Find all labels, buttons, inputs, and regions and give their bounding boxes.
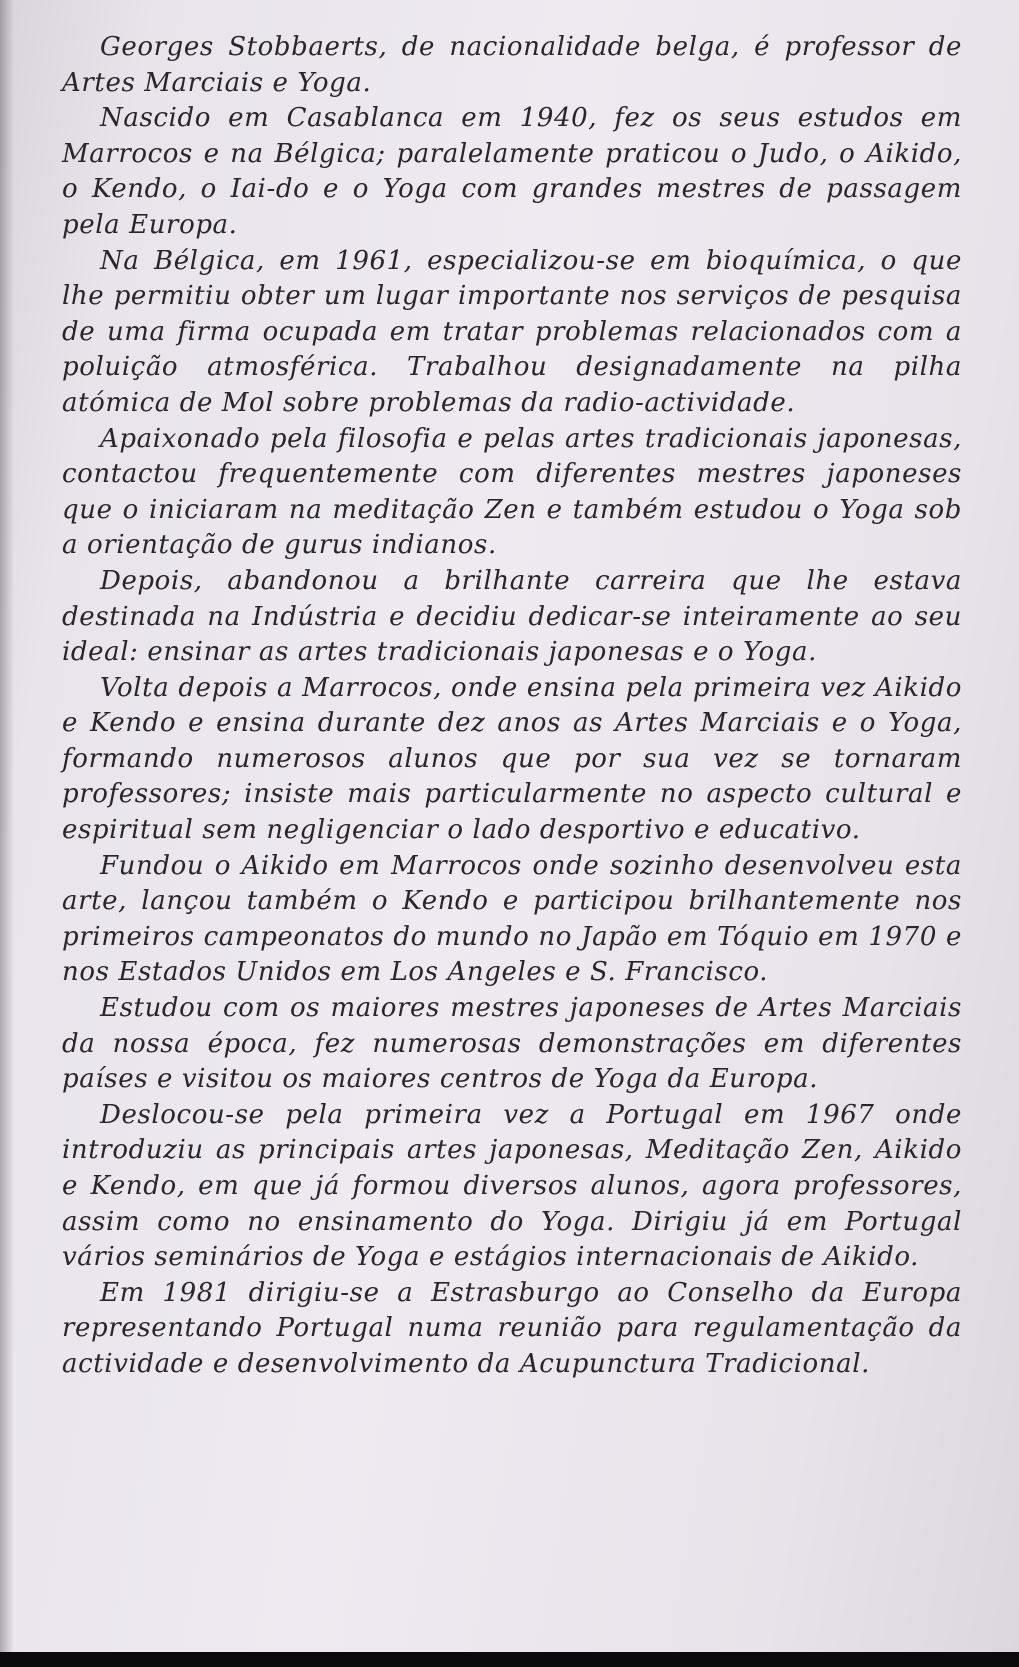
paragraph-morocco-teaching: Volta depois a Marrocos, onde ensina pela primeira vez Aikido e Kendo e ensina durante dez anos as Artes Marciais e o Yoga, formando numerosos alunos que por sua vez se tornaram professores; insiste mais particularmente no aspecto cultural e espiritual sem negligenciar o lado desportivo e educativo.: [62, 672, 962, 846]
paragraph-strasbourg: Em 1981 dirigiu-se a Estrasburgo ao Conselho da Europa representando Portugal numa reunião para regulamentação da actividade e desenvolvimento da Acupunctura Tradicional.: [62, 1277, 962, 1379]
page-edge-shadow: [0, 0, 14, 1652]
paragraph-nationality: Georges Stobbaerts, de nacionalidade belga, é professor de Artes Marciais e Yoga.: [62, 32, 962, 98]
paragraph-masters-studies: Estudou com os maiores mestres japoneses de Artes Marciais da nossa época, fez numerosas demonstrações em diferentes países e visitou os maiores centros de Yoga da Europa.: [62, 993, 962, 1095]
paragraph-aikido-founding: Fundou o Aikido em Marrocos onde sozinho desenvolveu esta arte, lançou também o Kendo e participou brilhantemente nos primeiros campeonatos do mundo no Japão em Tóquio em 1970 e nos Estados Unidos em Los Angeles e S. Francisco.: [62, 850, 962, 988]
biography-text: [62, 30, 962, 1383]
bottom-dark-edge: [0, 1652, 1019, 1667]
paragraph-biochemistry: Na Bélgica, em 1961, especializou-se em bioquímica, o que lhe permitiu obter um lugar importante nos serviços de pesquisa de uma firma ocupada em tratar problemas relacionados com a poluição atmosférica. Trabalhou designadamente na pilha atómica de Mol sobre problemas da radio-actividade.: [62, 245, 962, 418]
paragraph-portugal: Deslocou-se pela primeira vez a Portugal em 1967 onde introduziu as principais artes japonesas, Meditação Zen, Aikido e Kendo, em que já formou diversos alunos, agora professores, assim como no ensinamento do Yoga. Dirigiu já em Portugal vários seminários de Yoga e estágios internacionais de Aikido.: [62, 1099, 962, 1273]
paragraph-japanese-arts: Apaixonado pela filosofia e pelas artes tradicionais japonesas, contactou frequentemente com diferentes mestres japoneses que o iniciaram na meditação Zen e também estudou o Yoga sob a orientação de gurus indianos.: [62, 423, 962, 561]
paragraph-birth-studies: Nascido em Casablanca em 1940, fez os seus estudos em Marrocos e na Bélgica; paralelamente praticou o Judo, o Aikido, o Kendo, o Iai-do e o Yoga com grandes mestres de passagem pela Europa.: [62, 103, 962, 240]
paragraph-career-change: Depois, abandonou a brilhante carreira que lhe estava destinada na Indústria e decidiu dedicar-se inteiramente ao seu ideal: ensinar as artes tradicionais japonesas e o Yoga.: [62, 565, 962, 668]
